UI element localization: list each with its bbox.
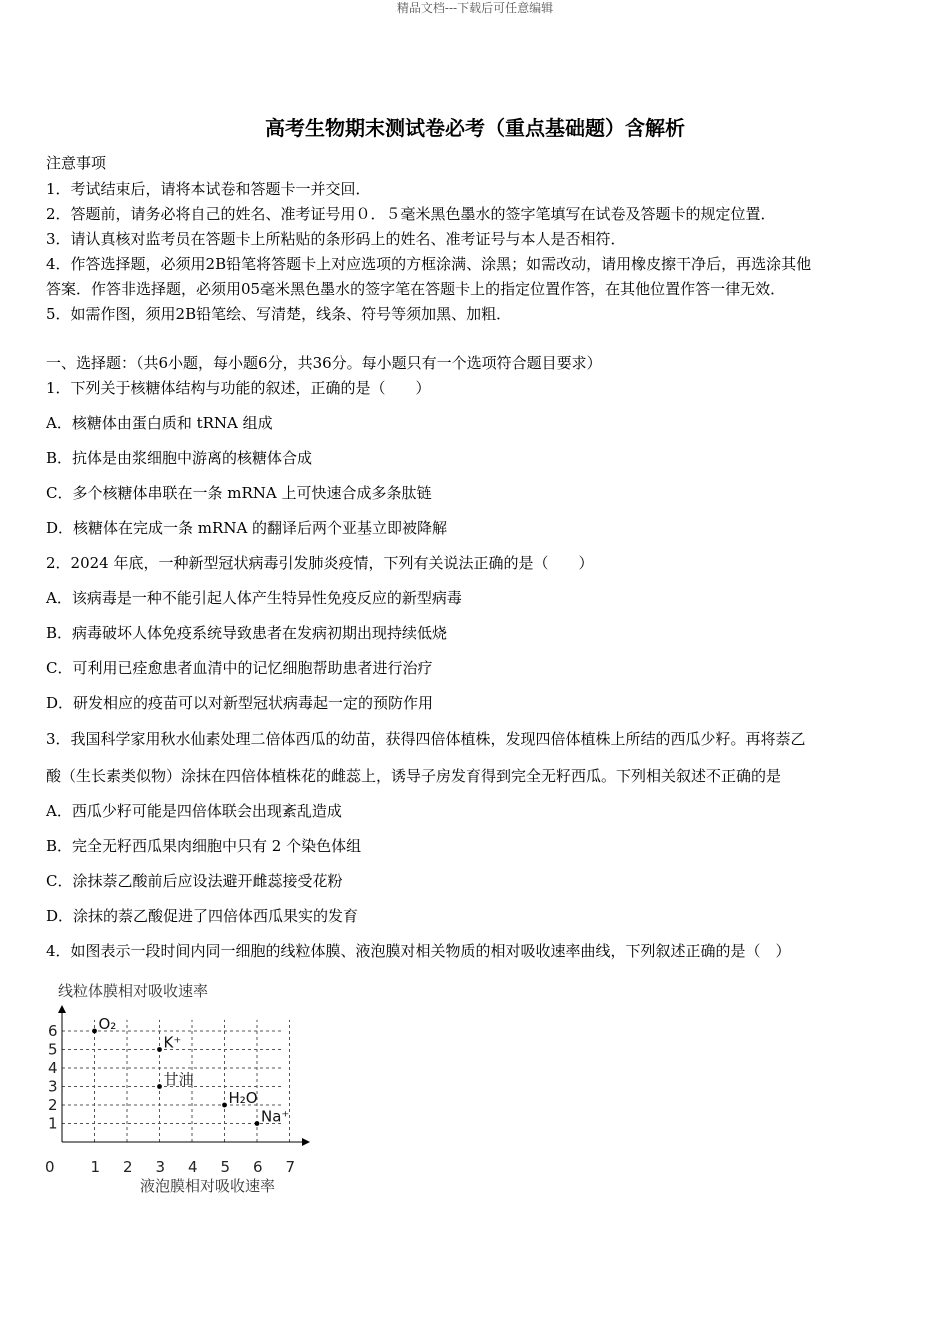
question-stem: 4．如图表示一段时间内同一细胞的线粒体膜、液泡膜对相关物质的相对吸收速率曲线，下列叙述正确的是（ ）: [46, 942, 791, 960]
x-tick-label: 2: [123, 1158, 133, 1176]
x-axis-label: 液泡膜相对吸收速率: [140, 1177, 276, 1195]
x-tick-label: 5: [220, 1158, 231, 1176]
chart-points: [92, 1015, 289, 1126]
x-tick-label: 0: [45, 1158, 55, 1176]
note-item: 4．作答选择题，必须用2B铅笔将答题卡上对应选项的方框涂满、涂黑；如需改动，请用橡皮擦干净后，再选涂其他: [46, 255, 812, 273]
page-header: 精品文档---下载后可任意编辑: [396, 1, 554, 15]
data-point: [157, 1047, 162, 1052]
option-c: C．多个核糖体串联在一条 mRNA 上可快速合成多条肽链: [46, 484, 432, 502]
x-tick-label: 1: [90, 1158, 101, 1176]
data-point-label: H₂O: [228, 1089, 258, 1107]
y-tick-label: 3: [48, 1077, 58, 1096]
option-a: A．西瓜少籽可能是四倍体联会出现紊乱造成: [46, 802, 342, 820]
option-a: A．该病毒是一种不能引起人体产生特异性免疫反应的新型病毒: [46, 589, 462, 607]
note-item: 答案．作答非选择题，必须用05毫米黑色墨水的签字笔在答题卡上的指定位置作答，在其他位置作答一律无效．: [46, 280, 786, 298]
option-d: D．涂抹的萘乙酸促进了四倍体西瓜果实的发育: [46, 907, 359, 925]
data-point: [255, 1121, 260, 1126]
section-heading: 一、选择题：（共6小题，每小题6分，共36分。每小题只有一个选项符合题目要求）: [46, 354, 602, 372]
note-item: 1．考试结束后，请将本试卷和答题卡一并交回．: [46, 180, 371, 198]
option-b: B．病毒破坏人体免疫系统导致患者在发病初期出现持续低烧: [46, 624, 448, 642]
page-title: 高考生物期末测试卷必考（重点基础题）含解析: [265, 116, 685, 140]
y-tick-label: 2: [48, 1096, 58, 1114]
data-point: [157, 1084, 162, 1089]
note-item: 5．如需作图，须用2B铅笔绘、写清楚，线条、符号等须加黑、加粗．: [46, 305, 512, 323]
y-tick-label: 5: [48, 1040, 58, 1059]
data-point-label: Na⁺: [261, 1107, 290, 1126]
y-tick-label: 6: [48, 1022, 58, 1040]
x-tick-label: 3: [155, 1158, 166, 1176]
note-item: 2．答题前，请务必将自己的姓名、准考证号用０．５毫米黑色墨水的签字笔填写在试卷及答题卡的规定位置．: [46, 205, 776, 223]
data-point: [222, 1103, 227, 1108]
option-b: B．抗体是由浆细胞中游离的核糖体合成: [46, 449, 313, 467]
y-axis-arrow: [58, 1005, 66, 1013]
y-axis-label: 线粒体膜相对吸收速率: [58, 982, 209, 1000]
x-tick-label: 6: [253, 1158, 263, 1176]
question-stem: 3．我国科学家用秋水仙素处理二倍体西瓜的幼苗，获得四倍体植株，发现四倍体植株上所结的西瓜少籽。再将萘乙: [46, 730, 806, 748]
data-point-label: O₂: [98, 1015, 117, 1033]
option-c: C．可利用已痊愈患者血清中的记忆细胞帮助患者进行治疗: [46, 659, 433, 677]
x-tick-label: 4: [188, 1158, 198, 1176]
data-point-label: K⁺: [163, 1033, 182, 1052]
option-c: C．涂抹萘乙酸前后应设法避开雌蕊接受花粉: [46, 872, 343, 890]
y-tick-label: 1: [48, 1114, 58, 1133]
x-axis-arrow: [302, 1138, 310, 1146]
option-d: D．研发相应的疫苗可以对新型冠状病毒起一定的预防作用: [46, 694, 434, 712]
note-item: 3．请认真核对监考员在答题卡上所粘贴的条形码上的姓名、准考证号与本人是否相符．: [46, 230, 626, 248]
x-tick-label: 7: [285, 1158, 296, 1176]
question-stem: 1．下列关于核糖体结构与功能的叙述，正确的是（ ）: [46, 379, 431, 397]
data-point-label: 甘油: [163, 1070, 194, 1089]
option-d: D．核糖体在完成一条 mRNA 的翻译后两个亚基立即被降解: [46, 519, 448, 537]
y-tick-label: 4: [48, 1059, 58, 1077]
option-b: B．完全无籽西瓜果肉细胞中只有 2 个染色体组: [46, 837, 362, 855]
notes-heading: 注意事项: [46, 154, 107, 172]
question-stem-cont: 酸（生长素类似物）涂抹在四倍体植株花的雌蕊上，诱导子房发育得到完全无籽西瓜。下列相关叙述不正确的是: [46, 767, 782, 785]
absorption-rate-chart: [40, 975, 320, 1205]
option-a: A．核糖体由蛋白质和 tRNA 组成: [46, 414, 273, 432]
question-stem: 2．2024 年底，一种新型冠状病毒引发肺炎疫情，下列有关说法正确的是（ ）: [46, 554, 594, 572]
data-point: [92, 1029, 97, 1034]
